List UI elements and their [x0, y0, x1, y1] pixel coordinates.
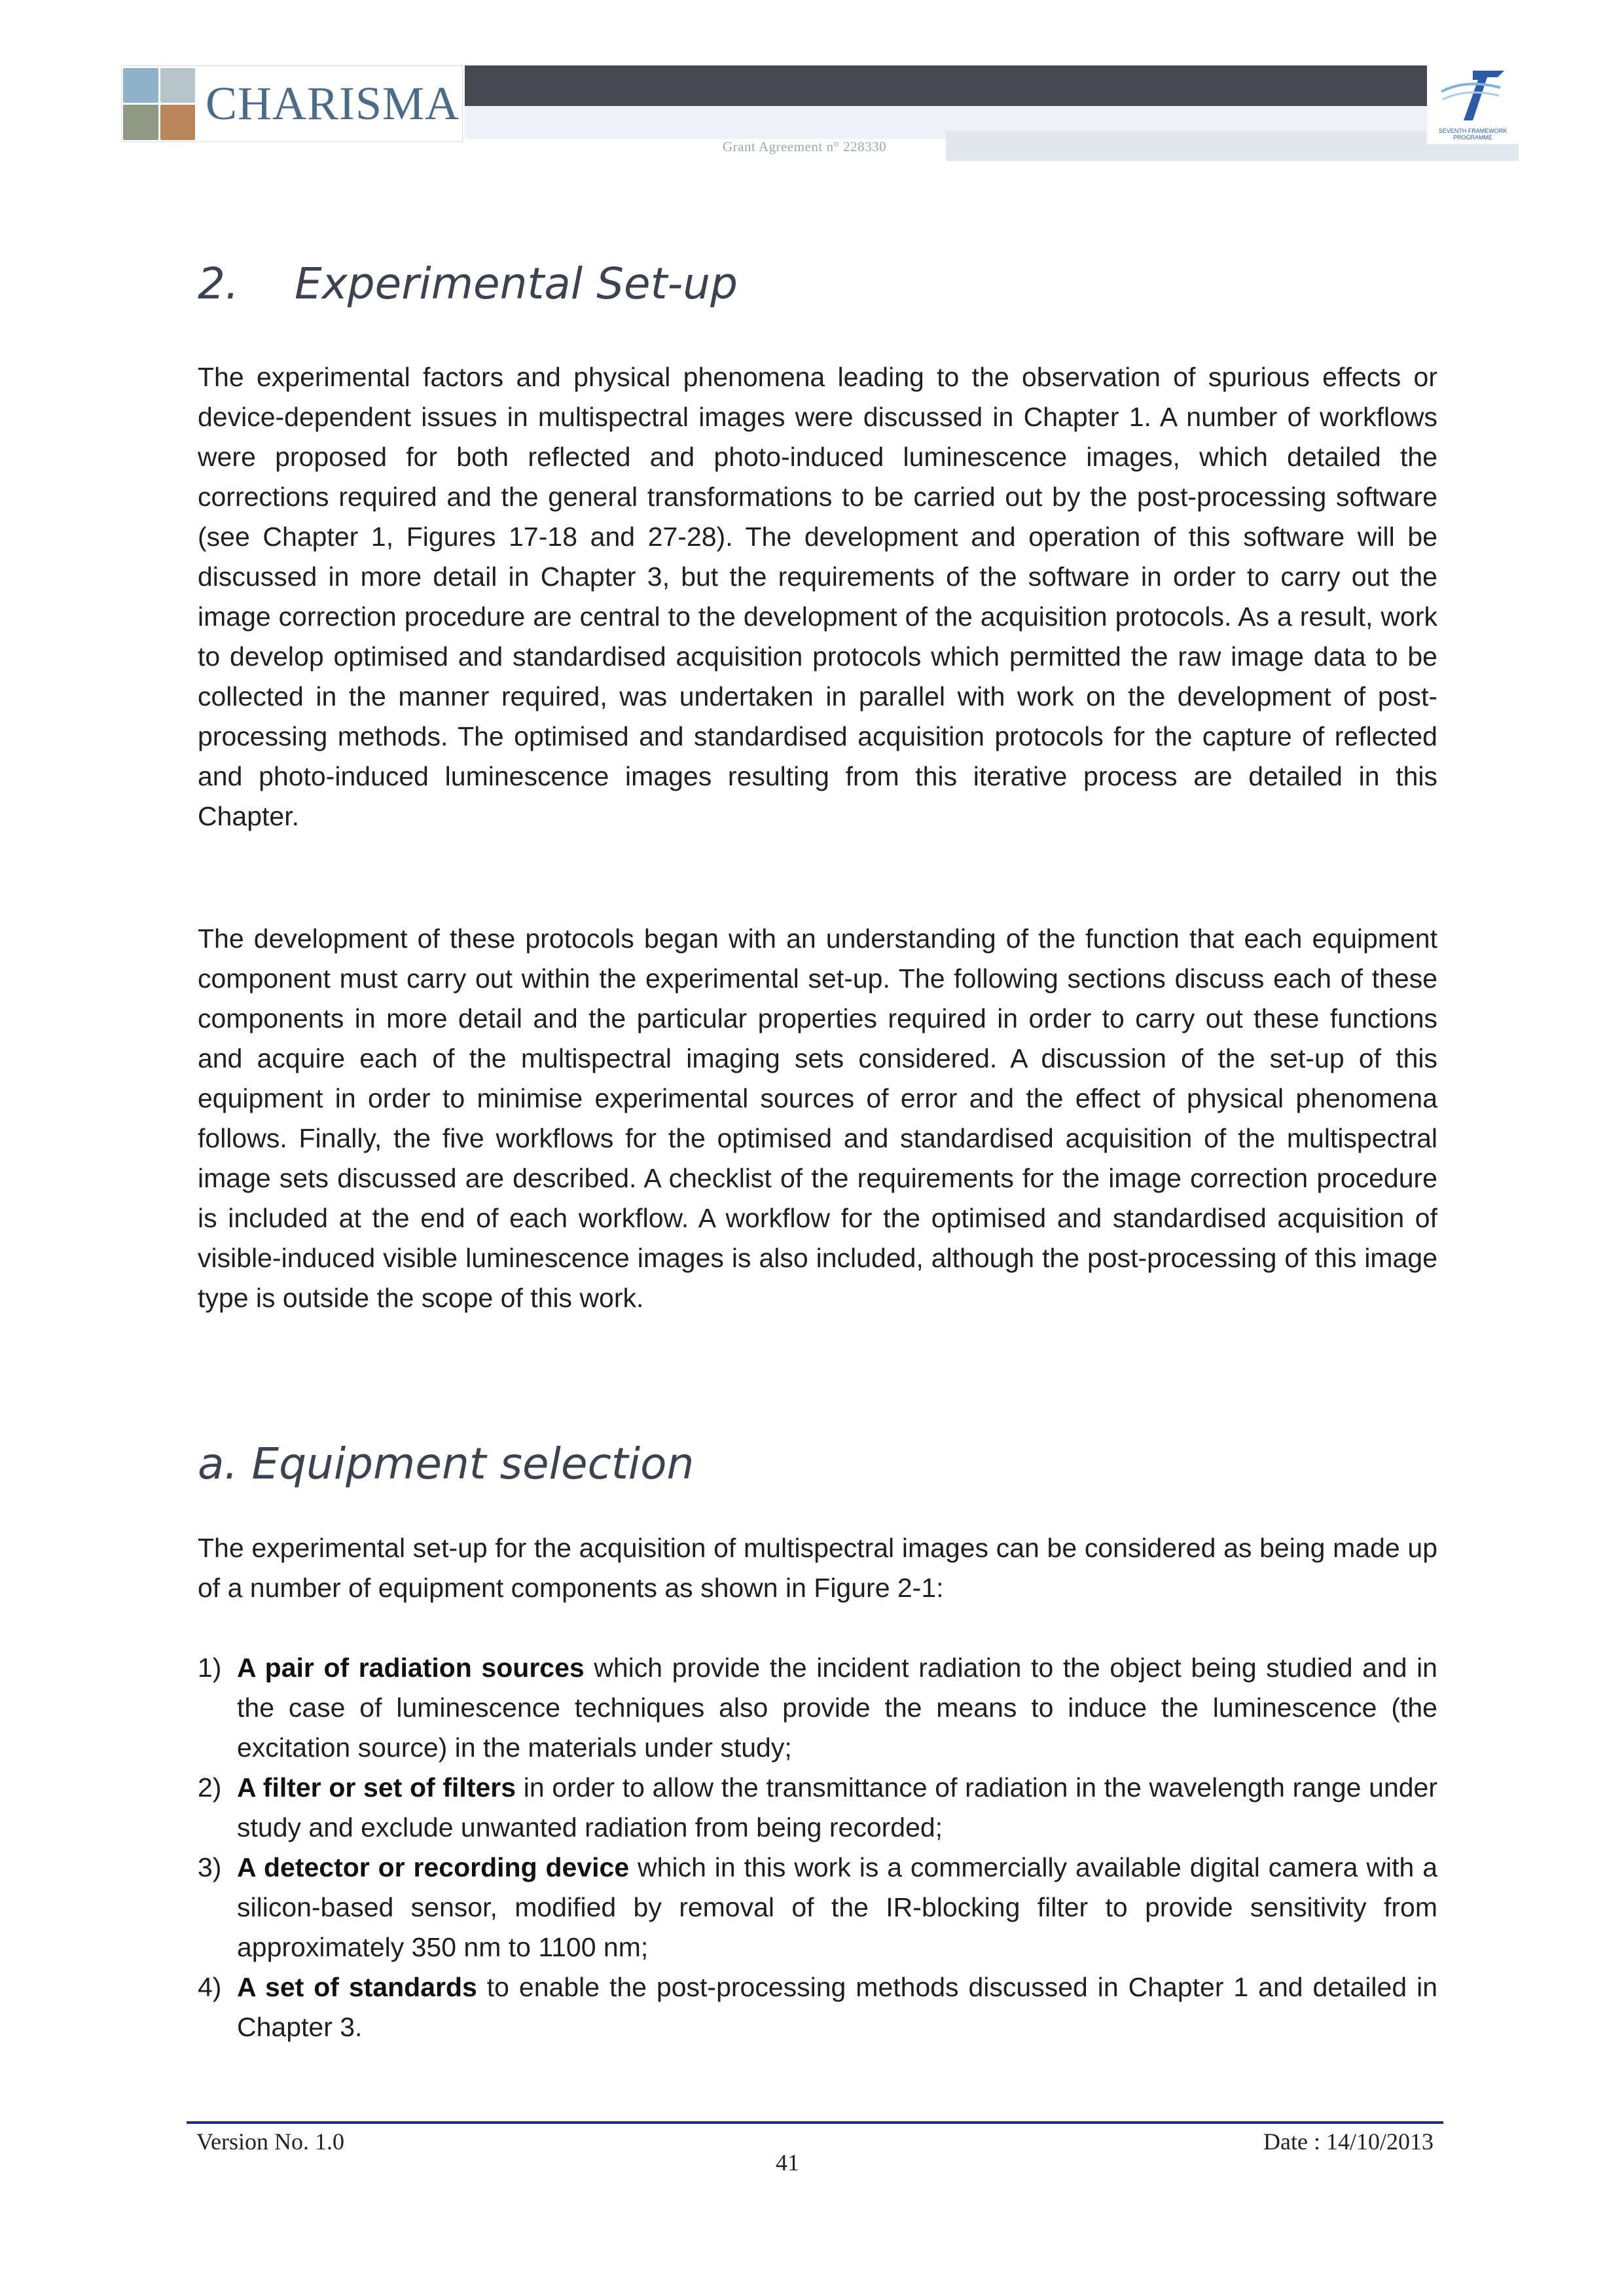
- subsection-heading: a. Equipment selection: [198, 1439, 695, 1489]
- list-item-bold: A pair of radiation sources: [237, 1653, 585, 1683]
- list-item: [198, 1768, 1437, 1848]
- list-item: [198, 1967, 1437, 2047]
- list-item: [198, 1848, 1437, 1967]
- section-title: Experimental Set-up: [295, 259, 738, 309]
- list-item-text: which in this work is a commercially available digital camera with a silicon-based sensor, modified by removal of the IR-blocking filter to provide sensitivity from approximately 350 nm to 1100 nm;: [237, 1852, 1437, 1962]
- page-number: 41: [776, 2149, 799, 2176]
- charisma-logo: [121, 65, 463, 142]
- section-number: 2.: [198, 259, 239, 309]
- equipment-list: [198, 1648, 1437, 2047]
- body-paragraph: The development of these protocols began with an understanding of the function that each equipment component must carry out within the experimental set-up. The following sections discuss each of these components in more detail and the particular properties required in order to carry out these functions and acquire each of the multispectral imaging sets considered. A discussion of the set-up of this equipment in order to minimise experimental sources of error and the effect of physical phenomena follows. Finally, the five workflows for the optimised and standardised acquisition of the multispectral image sets discussed are described. A checklist of the requirements for the image correction procedure is included at the end of each workflow. A workflow for the optimised and standardised acquisition of visible-induced visible luminescence images is also included, although the post-processing of this image type is outside the scope of this work.: [198, 924, 1437, 1313]
- list-marker: 1): [198, 1653, 222, 1683]
- grant-agreement-text: Grant Agreement n° 228330: [723, 139, 887, 154]
- footer-rule: [187, 2121, 1443, 2124]
- page-header: [0, 0, 1624, 170]
- header-dark-bar: [465, 65, 1427, 106]
- list-marker: 3): [198, 1852, 222, 1882]
- list-marker: 4): [198, 1972, 222, 2002]
- subsection-intro: The experimental set-up for the acquisition of multispectral images can be considered as being made up of a number of equipment components as shown in Figure 2-1:: [198, 1533, 1437, 1603]
- list-item-text: which provide the incident radiation to the object being studied and in the case of luminescence techniques also provide the means to induce the luminescence (the excitation source) in the materials under study;: [237, 1653, 1437, 1763]
- list-item-text: to enable the post-processing methods discussed in Chapter 1 and detailed in Chapter 3.: [237, 1972, 1438, 2042]
- list-item-bold: A detector or recording device: [237, 1852, 630, 1882]
- body-paragraph: The experimental factors and physical phenomena leading to the observation of spurious effects or device-dependent issues in multispectral images were discussed in Chapter 1. A number of workflows were proposed for both reflected and photo-induced luminescence images, which detailed the corrections required and the general transformations to be carried out by the post-processing software (see Chapter 1, Figures 17-18 and 27-28). The development and operation of this software will be discussed in more detail in Chapter 3, but the requirements of the software in order to carry out the image correction procedure are central to the development of the acquisition protocols. As a result, work to develop optimised and standardised acquisition protocols which permitted the raw image data to be collected in the manner required, was undertaken in parallel with work on the development of post-processing methods. The optimised and standardised acquisition protocols for the capture of reflected and photo-induced luminescence images resulting from this iterative process are detailed in this Chapter.: [198, 362, 1437, 831]
- logo-text: CHARISMA: [206, 77, 460, 130]
- logo-image-tiles: [123, 68, 195, 140]
- list-item: [198, 1648, 1437, 1768]
- fp7-caption: SEVENTH FRAMEWORK PROGRAMME: [1438, 128, 1507, 141]
- list-item-bold: A filter or set of filters: [237, 1772, 516, 1803]
- list-marker: 2): [198, 1772, 222, 1803]
- version-label: Version No. 1.0: [196, 2128, 344, 2155]
- section-heading: [198, 259, 738, 309]
- list-item-bold: A set of standards: [237, 1972, 477, 2002]
- list-item-text: in order to allow the transmittance of radiation in the wavelength range under study and exclude unwanted radiation from being recorded;: [237, 1772, 1438, 1842]
- date-label: Date : 14/10/2013: [1263, 2128, 1434, 2155]
